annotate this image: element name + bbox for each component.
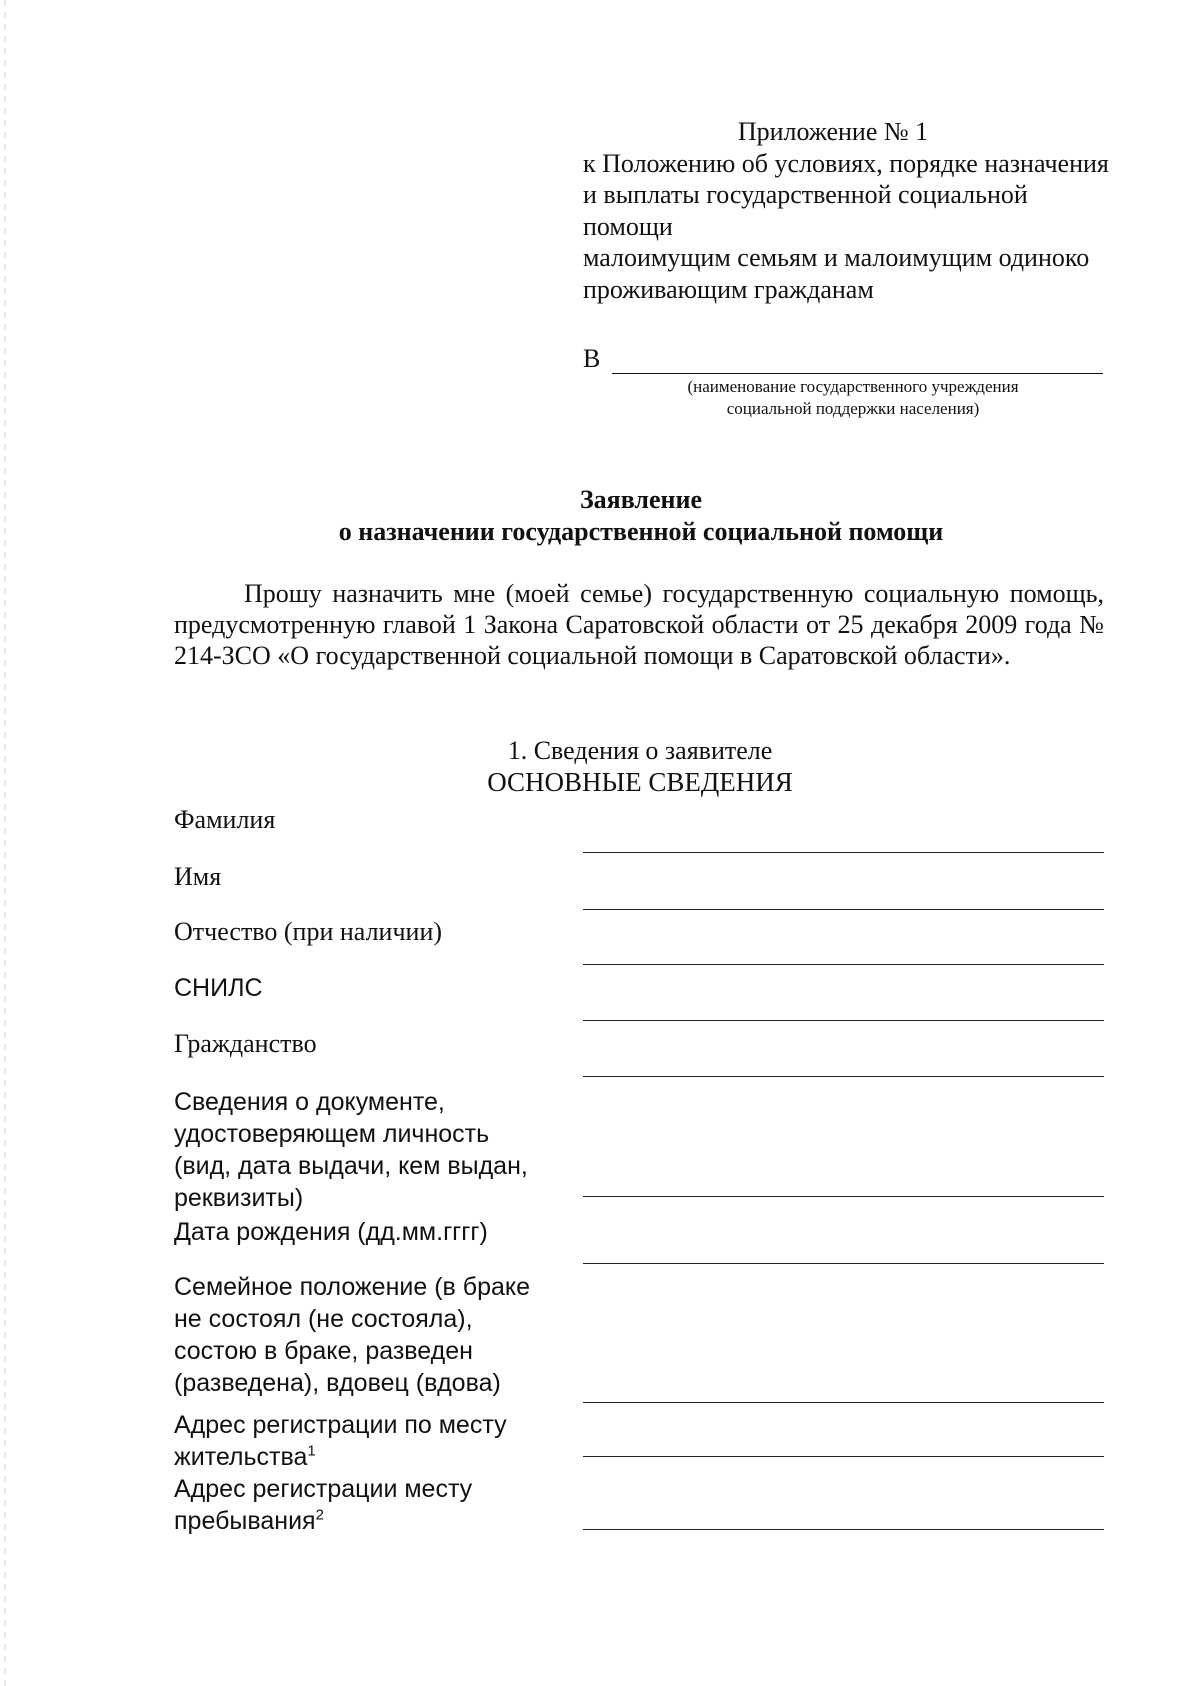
field-label-text: пребывания (174, 1507, 316, 1535)
appendix-line: малоимущим семьям и малоимущим одиноко (583, 243, 1090, 272)
field-label-line: Семейное положение (в браке (174, 1273, 531, 1301)
appendix-line: проживающим гражданам (583, 274, 874, 304)
field-line-birth-date[interactable] (583, 1263, 1104, 1264)
field-label-citizenship (174, 1028, 317, 1060)
field-label-line: (разведена), вдовец (вдова) (174, 1369, 501, 1397)
field-label-stay-address (174, 1473, 472, 1537)
field-label-line: Имя (174, 862, 222, 891)
field-line-patronymic[interactable] (583, 964, 1104, 965)
field-label-line: не состоял (не состояла), (174, 1305, 473, 1333)
field-label-line: состою в браке, разведен (174, 1337, 473, 1365)
footnote-marker: 2 (315, 1506, 324, 1524)
appendix-line: и выплаты государственной социальной помощи (583, 180, 1028, 241)
field-label-line: СНИЛС (174, 974, 263, 1002)
field-label-text: жительства (174, 1443, 308, 1471)
scan-edge (4, 0, 6, 1686)
field-label-line: Адрес регистрации по месту (174, 1411, 507, 1439)
field-label-line: удостоверяющем личность (174, 1120, 490, 1148)
field-label-surname (174, 804, 275, 836)
recipient-prefix: В (583, 344, 601, 373)
appendix-header (583, 116, 1123, 305)
field-label-line: Сведения о документе, (174, 1088, 445, 1116)
section-number-title: 1. Сведения о заявителе (507, 736, 773, 765)
field-line-name[interactable] (583, 909, 1104, 910)
appendix-line: к Положению об условиях, порядке назначения (583, 148, 1109, 178)
field-label-identity-document (174, 1086, 528, 1214)
recipient-input-line[interactable] (612, 347, 1103, 374)
field-line-residence-address[interactable] (583, 1456, 1104, 1457)
field-label-marital-status (174, 1271, 530, 1399)
section-heading (330, 736, 950, 798)
document-subtitle: о назначении государственной социальной помощи (338, 517, 944, 546)
field-label-residence-address (174, 1409, 507, 1473)
document-title: Заявление (579, 485, 703, 514)
recipient-caption (583, 376, 1103, 420)
field-label-line: Дата рождения (дд.мм.гггг) (174, 1218, 488, 1246)
field-label-line: реквизиты) (174, 1184, 304, 1212)
section-subtitle: ОСНОВНЫЕ СВЕДЕНИЯ (487, 767, 793, 797)
field-label-snils (174, 972, 263, 1004)
field-label-line: (вид, дата выдачи, кем выдан, (174, 1152, 528, 1180)
field-label-line-footnoted (174, 1441, 507, 1473)
intro-paragraph: Прошу назначить мне (моей семье) государственную социальную помощь, предусмотренную главой 1 Закона Саратовской области от 25 декабря 2009 года № 214-ЗСО «О государственной социальной помощи в Саратовской области». (174, 579, 1104, 670)
field-line-surname[interactable] (583, 852, 1104, 853)
footnote-marker: 1 (307, 1442, 316, 1460)
field-line-identity-document[interactable] (583, 1196, 1104, 1197)
field-label-patronymic (174, 916, 442, 948)
field-label-name (174, 861, 221, 893)
field-label-line: Отчество (при наличии) (174, 917, 443, 946)
recipient-row (583, 344, 1103, 374)
document-title-block (0, 484, 1200, 548)
field-line-stay-address[interactable] (583, 1529, 1104, 1530)
appendix-title: Приложение № 1 (737, 117, 929, 146)
field-label-line: Адрес регистрации месту (174, 1475, 473, 1503)
field-line-snils[interactable] (583, 1020, 1104, 1021)
recipient-block (583, 344, 1103, 420)
field-label-line: Гражданство (174, 1029, 317, 1058)
recipient-caption-line: (наименование государственного учреждения (687, 377, 1019, 396)
field-label-line-footnoted (174, 1505, 472, 1537)
field-label-line: Фамилия (174, 805, 276, 834)
recipient-caption-line: социальной поддержки населения) (726, 399, 980, 418)
field-line-marital-status[interactable] (583, 1402, 1104, 1403)
field-line-citizenship[interactable] (583, 1076, 1104, 1077)
field-label-birth-date (174, 1216, 488, 1248)
